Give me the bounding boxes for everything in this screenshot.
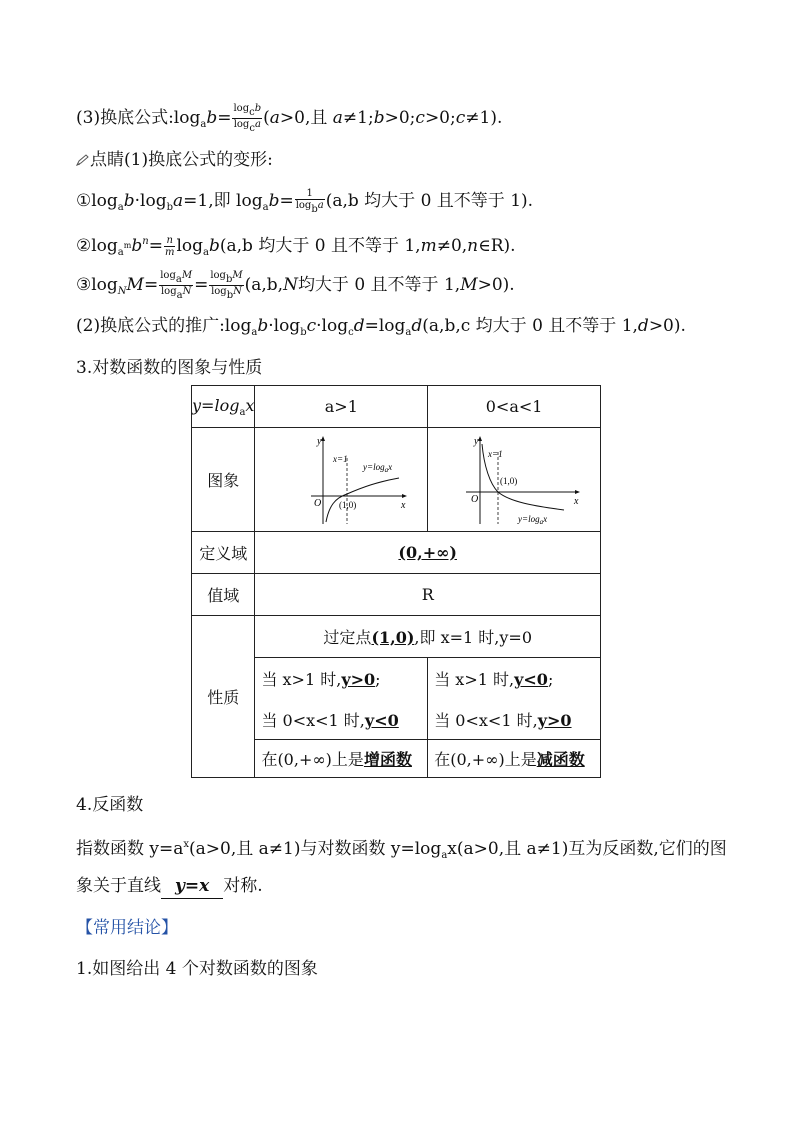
pencil-icon <box>76 154 90 166</box>
inverse-line1-a: 指数函数 y=a <box>76 839 184 859</box>
item2-tail-a: (a,b 均大于 0 且不等于 1, <box>219 236 421 256</box>
domain-value-cell <box>255 532 601 574</box>
g1-origin: O <box>314 497 322 509</box>
row-props-label: 性质 <box>192 616 255 778</box>
formula-var-b: b <box>206 108 218 128</box>
formula-sub-a: a <box>200 119 207 130</box>
inverse-line1-c: x(a>0,且 a≠1)互为反函数,它们的图 <box>447 839 727 859</box>
item2-tail-c: ∈R). <box>478 236 516 256</box>
p1-b: y>0 <box>341 670 376 690</box>
prop-a-gt-1-second <box>255 700 428 740</box>
p2-b: y<0 <box>364 710 399 730</box>
formula-cond: >0,且 <box>279 108 333 128</box>
item1-circle: ①log <box>76 191 118 211</box>
g1-curve-label: $y=\log_ax$ <box>363 461 393 474</box>
formula-num-sub: c <box>249 107 255 118</box>
variant-2: $②\log_{a^m}b^n=$ $\frac{n}{m}$ $\log_ab(a,b$ 均大于 0 且不等于 1,m≠0,n∈R). <box>76 235 516 258</box>
item3-tail-a: (a,b, <box>244 275 284 295</box>
item3-circle: ③log <box>76 275 118 295</box>
fixed-point-cell <box>255 616 601 658</box>
item2-circle: ②log <box>76 236 118 256</box>
g1-y-label: y <box>317 435 322 447</box>
header-func: y=log <box>192 395 240 415</box>
item2-frac-den: m <box>164 247 175 258</box>
g2-y-label: y <box>474 435 479 447</box>
p1-a: 当 x>1 时, <box>261 670 342 690</box>
graph-decreasing <box>444 432 584 528</box>
formula-eq: = <box>217 108 232 128</box>
q1-b: y<0 <box>514 670 548 690</box>
item1-eq: = <box>279 191 294 211</box>
item3-tail-c: >0). <box>477 275 515 295</box>
inverse-line-2 <box>76 874 263 899</box>
formula-num: log <box>233 103 250 114</box>
inverse-line1-b: (a>0,且 a≠1)与对数函数 y=log <box>189 839 442 859</box>
item1-tail: (a,b 均大于 0 且不等于 1). <box>325 191 534 211</box>
g2-x-label: x <box>574 495 579 507</box>
q2-b: y>0 <box>537 710 572 730</box>
item2-tail-b: ≠0, <box>436 236 468 256</box>
formula-cond5: ≠1). <box>465 108 503 128</box>
section-heading-4: 4.反函数 <box>76 795 144 815</box>
graph-increasing <box>271 432 411 528</box>
header-func-sub: a <box>239 406 246 418</box>
item3-den2: log <box>211 286 227 297</box>
item2-mid: log <box>176 236 203 256</box>
domain-value: (0,+∞) <box>398 543 457 562</box>
fixed-point-c: ,即 x=1 时,y=0 <box>414 628 533 647</box>
variant-1: $①\log_ab\cdot\log_ba=1$,即 $\log_ab=$ $\frac{1}{\log_ba}$ (a,b 均大于 0 且不等于 1). <box>76 188 534 215</box>
gen-prefix: (2)换底公式的推广:log <box>76 316 252 336</box>
header-a-gt-1: a>1 <box>255 386 428 428</box>
item3-fraction-2: $\frac{\log_bM}{\log_bN}$ <box>210 270 243 301</box>
change-of-base-formula: (3)换底公式$:\log_ab=$ $\frac{\log_cb}{\log_ca}$ (a>0,且 a≠1;b>0;c>0;c≠1). <box>76 103 503 134</box>
item3-den1: log <box>160 286 177 297</box>
g2-point-label: (1,0) <box>500 475 518 486</box>
generalization-line: (2)换底公式的推广$:\log_ab\cdot\log_bc\cdot\log_cd=\log_ad(a,b,c$ 均大于 0 且不等于 1,d>0). <box>76 316 686 338</box>
g2-curve-label: $y=\log_ax$ <box>518 513 548 526</box>
common-conclusions-heading: 【常用结论】 <box>76 918 178 938</box>
item1-text2: =1,即 log <box>183 191 263 211</box>
monotonic-increasing <box>255 740 428 778</box>
variant-3: $③\log_NM=$ $\frac{\log_aM}{\log_aN}$ = $\frac{\log_bM}{\log_bN}$ (a,b,N均大于 0 且不等于 1,M>0). <box>76 270 515 301</box>
inverse-line-1 <box>76 833 727 868</box>
fixed-point-a: 过定点 <box>323 628 372 647</box>
monotonic-decreasing <box>428 740 601 778</box>
formula-prefix: (3)换底公式:log <box>76 108 201 128</box>
formula-cond3b: >0; <box>424 108 456 128</box>
inverse-line2-a: 象关于直线 <box>76 876 161 896</box>
gen-eq: =log <box>364 316 406 336</box>
item2-fraction <box>164 235 175 258</box>
inverse-line2-b: 对称. <box>223 876 263 896</box>
header-func-cell <box>192 386 255 428</box>
section-heading-3: 3.对数函数的图象与性质 <box>76 358 263 378</box>
tip-text: 点睛(1)换底公式的变形: <box>90 150 273 170</box>
row-range-label: 值域 <box>192 574 255 616</box>
item3-fraction-1: $\frac{\log_aM}{\log_aN}$ <box>160 270 193 301</box>
item1-text1: ·log <box>134 191 167 211</box>
range-value: R <box>255 574 601 616</box>
formula-num-var: b <box>254 103 262 114</box>
formula-cond2: ≠1; <box>342 108 374 128</box>
g1-x-label: x <box>401 499 406 511</box>
gen-tail: (a,b,c 均大于 0 且不等于 1, <box>422 316 638 336</box>
formula-fraction <box>232 103 262 134</box>
p2-a: 当 0<x<1 时, <box>261 710 365 730</box>
q2-a: 当 0<x<1 时, <box>434 710 538 730</box>
item1-fraction: $\frac{1}{\log_ba}$ <box>295 188 324 215</box>
item3-num1: log <box>160 270 176 281</box>
item1-frac-num: 1 <box>295 188 325 200</box>
inverse-line1-sub: a <box>441 850 448 861</box>
tip-line <box>76 148 273 172</box>
gen-tail2: >0). <box>648 316 686 336</box>
row-graph-label: 图象 <box>192 428 255 532</box>
graph-decreasing-cell <box>428 428 601 532</box>
g2-x1-label: x=1 <box>488 448 503 459</box>
answer-blank: y=x <box>161 874 223 899</box>
inverse-line1-sup: x <box>183 839 190 850</box>
formula-den: log <box>233 119 250 130</box>
item2-frac-num: n <box>166 235 173 246</box>
header-a-lt-1: 0<a<1 <box>428 386 601 428</box>
row-domain-label: 定义域 <box>192 532 255 574</box>
conclusion-1: 1.如图给出 4 个对数函数的图象 <box>76 959 318 979</box>
q1-c: ; <box>547 670 554 690</box>
item1-frac-den: log <box>295 200 312 211</box>
g1-point-label: (1,0) <box>339 499 357 510</box>
q1-a: 当 x>1 时, <box>434 670 515 690</box>
prop-a-lt-1-second <box>428 700 601 740</box>
formula-cond-open: ( <box>263 108 270 128</box>
mono2-b: 减函数 <box>536 750 585 769</box>
g2-origin: O <box>471 493 479 505</box>
formula-cond3: >0; <box>384 108 416 128</box>
prop-a-gt-1-first <box>255 658 428 700</box>
gen-dot1: ·log <box>268 316 301 336</box>
formula-den-sub: c <box>249 123 255 134</box>
graph-increasing-cell <box>255 428 428 532</box>
item3-num2: log <box>210 270 226 281</box>
log-function-table <box>191 385 601 778</box>
header-func-x: x <box>245 395 255 415</box>
formula-den-var: a <box>254 119 261 130</box>
mono1-a: 在(0,+∞)上是 <box>261 750 364 769</box>
item3-tail-b: 均大于 0 且不等于 1, <box>297 275 461 295</box>
prop-a-lt-1-first <box>428 658 601 700</box>
mono1-b: 增函数 <box>363 750 412 769</box>
fixed-point-b: (1,0) <box>371 628 415 647</box>
p1-c: ; <box>375 670 381 690</box>
mono2-a: 在(0,+∞)上是 <box>434 750 537 769</box>
g1-x1-label: x=1 <box>333 453 348 464</box>
gen-dot2: ·log <box>316 316 349 336</box>
